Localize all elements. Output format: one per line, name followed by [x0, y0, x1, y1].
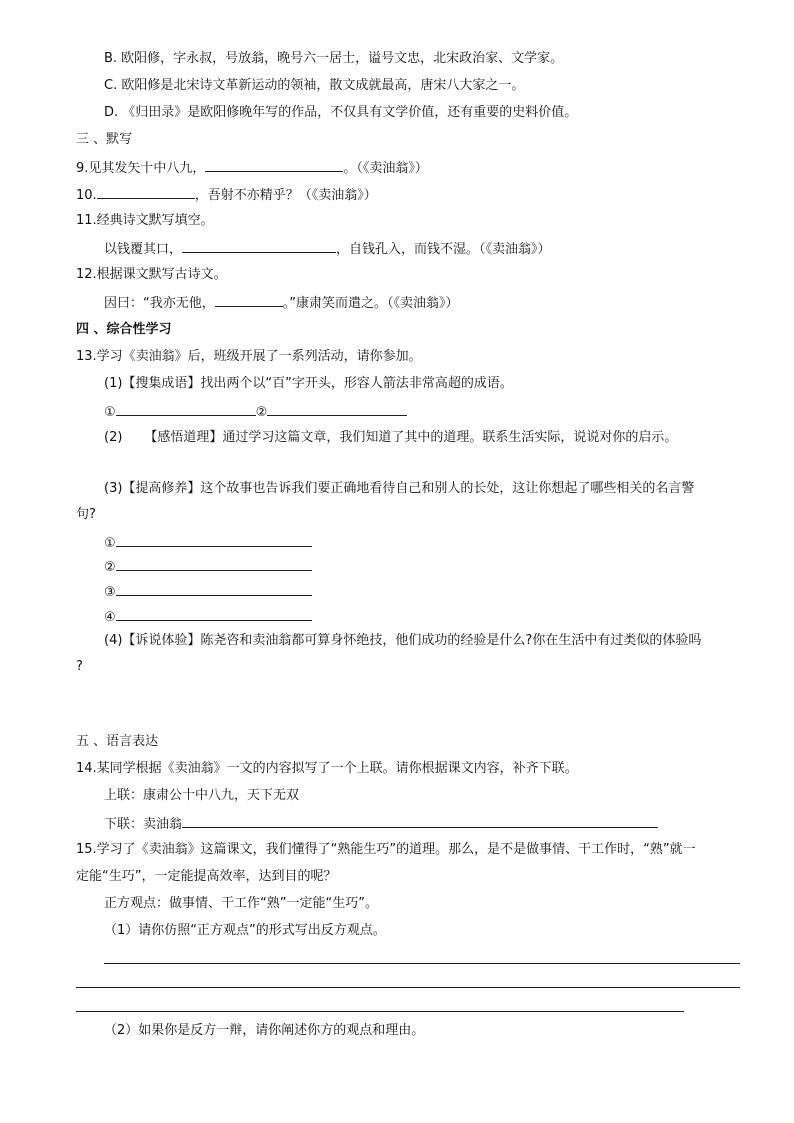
q10-text-post: ，吾射不亦精乎？（《卖油翁》）	[194, 188, 377, 203]
q8-option-b: B. 欧阳修，字永叔，号放翁，晚号六一居士，谥号文忠，北宋政治家、文学家。	[104, 51, 564, 66]
idiom-blank-2[interactable]	[267, 402, 407, 416]
q13-answer-2	[104, 557, 312, 577]
answer-blank-3[interactable]	[116, 582, 312, 596]
q13-stem: 13.学习《卖油翁》后，班级开展了一系列活动，请你参加。	[76, 349, 422, 364]
answer-marker-3: ③	[104, 585, 116, 600]
q12-text-pre: 因曰：“我亦无他，	[104, 296, 215, 311]
q13-answer-4	[104, 607, 312, 627]
idiom-blank-1[interactable]	[116, 402, 256, 416]
q12-stem: 12.根据课文默写古诗文。	[76, 267, 227, 282]
q14-lower-blank[interactable]	[182, 814, 658, 828]
q13-part1: (1)【搜集成语】找出两个以“百”字开头，形容人箭法非常高超的成语。	[104, 376, 513, 391]
q9	[76, 158, 428, 178]
section4-title: 四 、综合性学习	[76, 322, 172, 337]
q12-line	[104, 293, 459, 313]
q9-blank[interactable]	[205, 158, 343, 172]
answer-blank-4[interactable]	[116, 607, 312, 621]
q11-line	[104, 239, 551, 259]
q15-line2: 定能“生巧”，一定能提高效率，达到目的呢？	[76, 869, 337, 884]
answer-marker-4: ④	[104, 610, 116, 625]
q11-text-post: ，自钱孔入，而钱不湿。（《卖油翁》）	[336, 242, 551, 257]
q9-text-pre: 9.见其发矢十中八九，	[76, 161, 206, 176]
q8-option-d: D. 《归田录》是欧阳修晚年写的作品，不仅具有文学价值，还有重要的史料价值。	[104, 105, 578, 120]
q10-blank[interactable]	[97, 185, 195, 199]
q14-stem: 14.某同学根据《卖油翁》一文的内容拟写了一个上联。请你根据课文内容，补齐下联。	[76, 761, 578, 776]
q13-part4-line1: (4)【诉说体验】陈尧咨和卖油翁都可算身怀绝技，他们成功的经验是什么?你在生活中有过类似的体验吗	[104, 633, 702, 648]
q13-idiom-blanks	[104, 402, 407, 422]
idiom-marker-2: ②	[255, 405, 268, 420]
q14-upper-couplet: 上联：康肃公十中八九，天下无双	[104, 788, 300, 803]
answer-line-3[interactable]	[76, 1011, 684, 1012]
answer-blank-2[interactable]	[116, 557, 312, 571]
section5-title: 五 、语言表达	[76, 734, 159, 749]
q13-part2-number: (2)	[104, 430, 123, 445]
q11-blank[interactable]	[182, 239, 336, 253]
q15-part1: （1）请你仿照“正方观点”的形式写出反方观点。	[104, 923, 386, 938]
q11-text-pre: 以钱覆其口，	[104, 242, 183, 257]
q15-part2: （2）如果你是反方一辩，请你阐述你方的观点和理由。	[104, 1023, 425, 1038]
q15-positive-view: 正方观点：做事情、干工作“熟”一定能“生巧”。	[104, 896, 378, 911]
q11-stem: 11.经典诗文默写填空。	[76, 213, 214, 228]
q9-text-post: 。（《卖油翁》）	[343, 161, 428, 176]
q10	[76, 185, 377, 205]
idiom-marker-1: ①	[104, 405, 116, 420]
q13-part3-line1: (3)【提高修养】这个故事也告诉我们要正确地看待自己和别人的长处，这让你想起了哪些相关的名言警	[104, 481, 695, 496]
answer-marker-1: ①	[104, 536, 116, 551]
q13-answer-3	[104, 582, 312, 602]
q10-text-pre: 10.	[76, 188, 97, 203]
q13-part2	[104, 429, 677, 447]
q13-part2-text: 【感悟道理】通过学习这篇文章，我们知道了其中的道理。联系生活实际，说说对你的启示。	[144, 430, 678, 445]
q12-text-post: 。”康肃笑而遣之。（《卖油翁》）	[282, 296, 459, 311]
q14-lower-couplet	[104, 814, 658, 834]
q13-part3-line2: 句?	[76, 507, 96, 522]
q13-part4-line2: ?	[76, 659, 83, 674]
answer-marker-2: ②	[104, 560, 116, 575]
q13-answer-1	[104, 533, 312, 553]
q12-blank[interactable]	[215, 293, 283, 307]
answer-line-1[interactable]	[104, 963, 740, 964]
q14-lower-label: 下联：卖油翁	[104, 817, 183, 832]
answer-line-2[interactable]	[76, 987, 740, 988]
q15-line1: 15.学习了《卖油翁》这篇课文，我们懂得了“熟能生巧”的道理。那么，是不是做事情、干工作时，“熟”就一	[76, 842, 696, 857]
section3-title: 三 、默写	[76, 132, 133, 147]
q8-option-c: C. 欧阳修是北宋诗文革新运动的领袖，散文成就最高，唐宋八大家之一。	[104, 78, 525, 93]
answer-blank-1[interactable]	[116, 533, 312, 547]
